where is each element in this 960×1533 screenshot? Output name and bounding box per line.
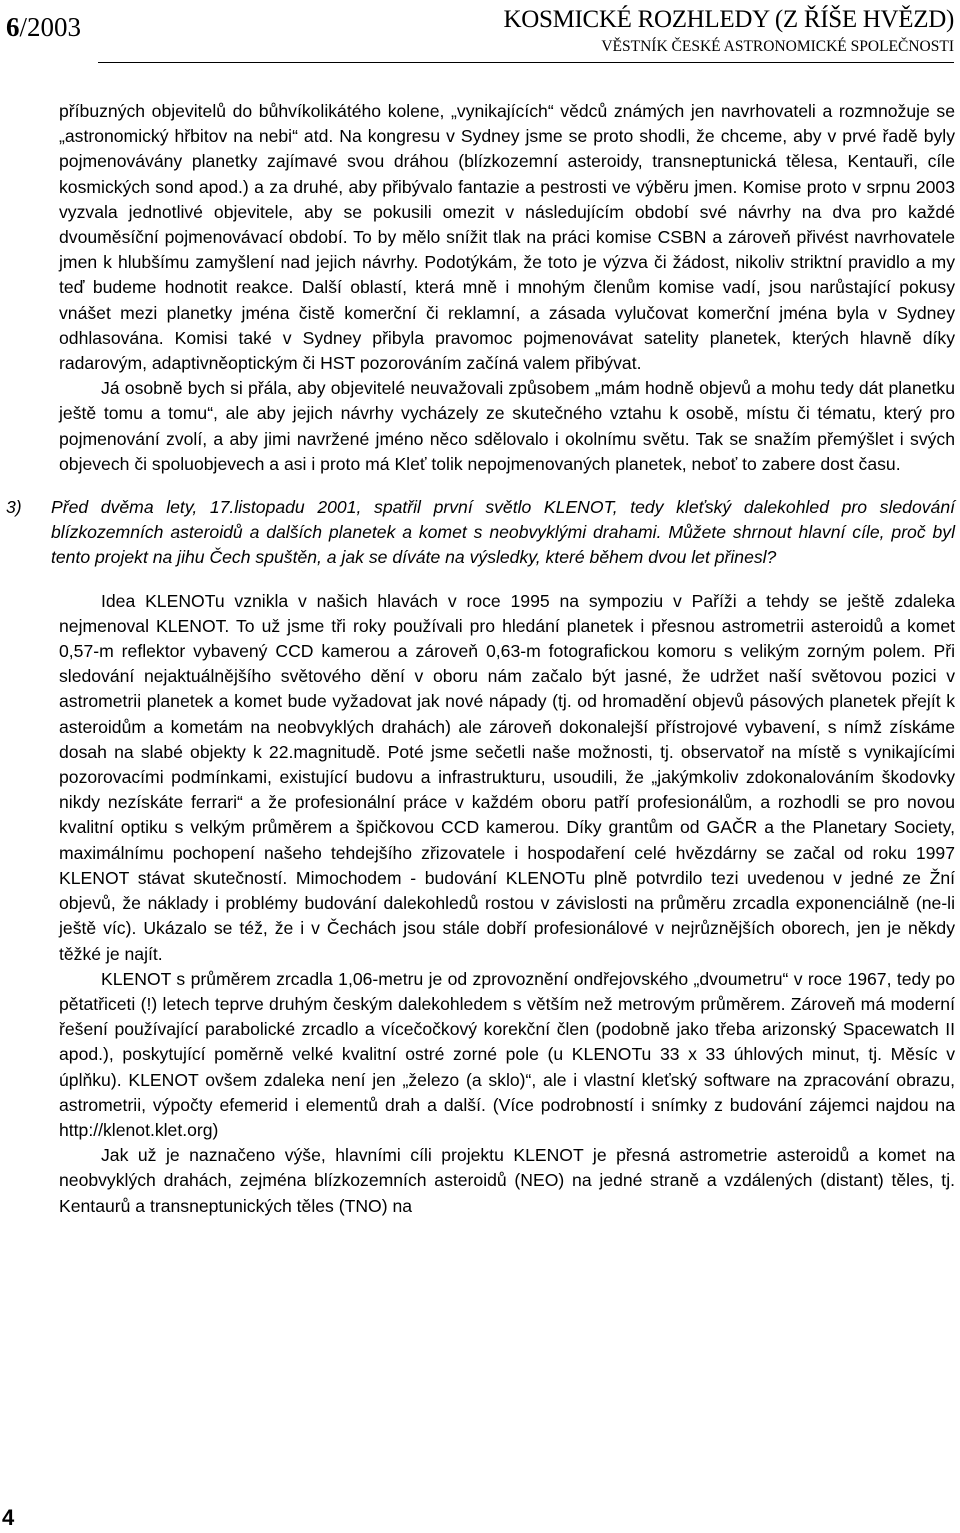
question-number: 3): [6, 497, 22, 518]
page-header: [0, 0, 960, 64]
question-text: Před dvěma lety, 17.listopadu 2001, spatřil první světlo KLENOT, tedy kleťský dalekohled pro sledování blízkozemních asteroidů a dalších planetek a komet s neobvyklými drahami. Můžete shrnout hlavní cíle, proč byl tento projekt na jihu Čech spuštěn, a jak se díváte na výsledky, které během dvou let přinesl?: [51, 497, 955, 568]
paragraph-1: příbuzných objevitelů do bůhvíkolikátého kolene, „vynikajících“ vědců známých jen navrhovateli a rozmnožuje se „astronomický hřbitov na nebi“ atd. Na kongresu v Sydney jsme se proto shodli, že chceme, aby v prvé řadě byly pojmenovávány planetky zajímavé svou dráhou (blízkozemní asteroidy, transneptunická tělesa, Kentauři, cíle kosmických sond apod.) a za druhé, aby přibývalo fantazie a pestrosti ve výběru jmen. Komise proto v srpnu 2003 vyzvala jednotlivé objevitele, aby se pokusili omezit v následujícím období své návrhy na dva pro každé dvouměsíční pojmenovávací období. To by mělo snížit tlak na práci komise CSBN a zároveň přivést navrhovatele jmen k hlubšímu zamyšlení nad jejich návrhy. Podotýkám, že toto je výzva či žádost, nikoliv striktní pravidlo a my teď budeme hodnotit reakce. Další oblastí, která mně i mnohým členům komise vadí, jsou narůstající pokusy vnášet mezi planetky jména čistě komerční či reklamní, a zásada vylučovat komerční jména byla v Sydney odhlasována. Komisi také v Sydney přibyla pravomoc pojmenovávat satelity planetek, kterých hlavně díky radarovým, adaptivněoptickým či HST pozorováním začíná valem přibývat.: [59, 101, 955, 374]
paragraph-5: Jak už je naznačeno výše, hlavními cíli projektu KLENOT je přesná astrometrie asteroidů a komet na neobvyklých drahách, zejména blízkozemních asteroidů (NEO) na jedné straně a vzdálených (distant) těles, tj. Kentaurů a transneptunických těles (TNO) na: [59, 1145, 955, 1216]
issue-number: 6: [6, 12, 20, 42]
magazine-title: KOSMICKÉ ROZHLEDY (Z ŘÍŠE HVĚZD): [503, 6, 954, 33]
journal-title-block: [503, 6, 954, 57]
paragraph-2: Já osobně bych si přála, aby objevitelé neuvažovali způsobem „mám hodně objevů a mohu tedy dát planetku ještě tomu a tomu“, ale aby jejich návrhy vycházely ze skutečného vztahu k osobě, místu či tématu, který pro pojmenování zvolí, a aby jimi navržené jméno něco sdělovalo i okolnímu světu. Tak se snažím přemýšlet i svých objevech či spoluobjevech a asi i proto má Kleť tolik nepojmenovaných planetek, neboť to zabere dost času.: [59, 378, 955, 474]
society-subtitle: VĚSTNÍK ČESKÉ ASTRONOMICKÉ SPOLEČNOSTI: [601, 38, 954, 55]
interview-question: [6, 495, 955, 571]
paragraph-4: KLENOT s průměrem zrcadla 1,06-metru je od zprovoznění ondřejovského „dvoumetru“ v roce 1967, tedy po pětatřiceti (!) letech teprve druhým českým dalekohledem s větším než metrovým průměrem. Zároveň má moderní řešení používající parabolické zrcadlo a vícečočkový korekční člen (podobně jako třeba arizonský Spacewatch II apod.), poskytující poměrně velké kvalitní ostré zorné pole (u KLENOTu 33 x 33 úhlových minut, tj. Měsíc v úplňku). KLENOT ovšem zdaleka není jen „železo (a sklo)“, ale i vlastní kleťský software na zpracování obrazu, astrometrii, výpočty efemerid i elementů drah a další. (Více podrobností i snímky z budování zájemci najdou na http://klenot.klet.org): [59, 968, 955, 1140]
issue-label: [6, 12, 81, 42]
issue-year: /2003: [19, 12, 82, 42]
header-divider: [98, 62, 954, 63]
paragraph-3: Idea KLENOTu vznikla v našich hlavách v roce 1995 na sympoziu v Paříži a tehdy se ještě zdaleka nejmenoval KLENOT. To už jsme tři roky používali pro hledání planetek i přesnou astrometrii asteroidů a komet 0,57-m reflektor vybavený CCD kamerou a zároveň 0,63-m fotografickou komoru s velikým zorným polem. Při sledování nejaktuálnějšího světového dění v oboru nám začalo být jasné, že udržet naší světovou pozici v astrometrii planetek a komet bude vyžadovat jak nové nápady (tj. od hromadění objevů pásových planetek přejít k asteroidům a kometám na neobvyklých drahách) ale zároveň dokonalejší přístrojové vybavení, s nímž získáme dosah na slabé objekty k 22.magnitudě. Poté jsme sečetli naše možnosti, tj. observatoř na místě s vynikajícími pozorovacími podmínkami, existující budovu a infrastrukturu, usoudili, že „jakýmkoliv zdokonalováním škodovky nikdy nezískáte ferrari“ a že profesionální práce v každém oboru patří profesionálům, a rozhodli se pro novou kvalitní optiku s velkým průměrem a špičkovou CCD kamerou. Díky grantům od GAČR a the Planetary Society, maximálnímu pochopení našeho tehdejšího zřizovatele i hospodaření celé hvězdárny se začal od roku 1997 KLENOT stávat skutečností. Mimochodem - budování KLENOTu plně potvrdilo tezi uvedenou v jedné ze Žní objevů, že náklady i problémy budování dalekohledů rostou v závislosti na průměru zrcadla exponenciálně (ne-li ještě víc). Ukázalo se též, že i v Čechách jsou stále dobří profesionálové v nejrůznějších oborech, jen je někdy těžké je najít.: [59, 590, 955, 964]
page-number: 4: [2, 1505, 15, 1530]
article-body: [6, 99, 955, 1219]
